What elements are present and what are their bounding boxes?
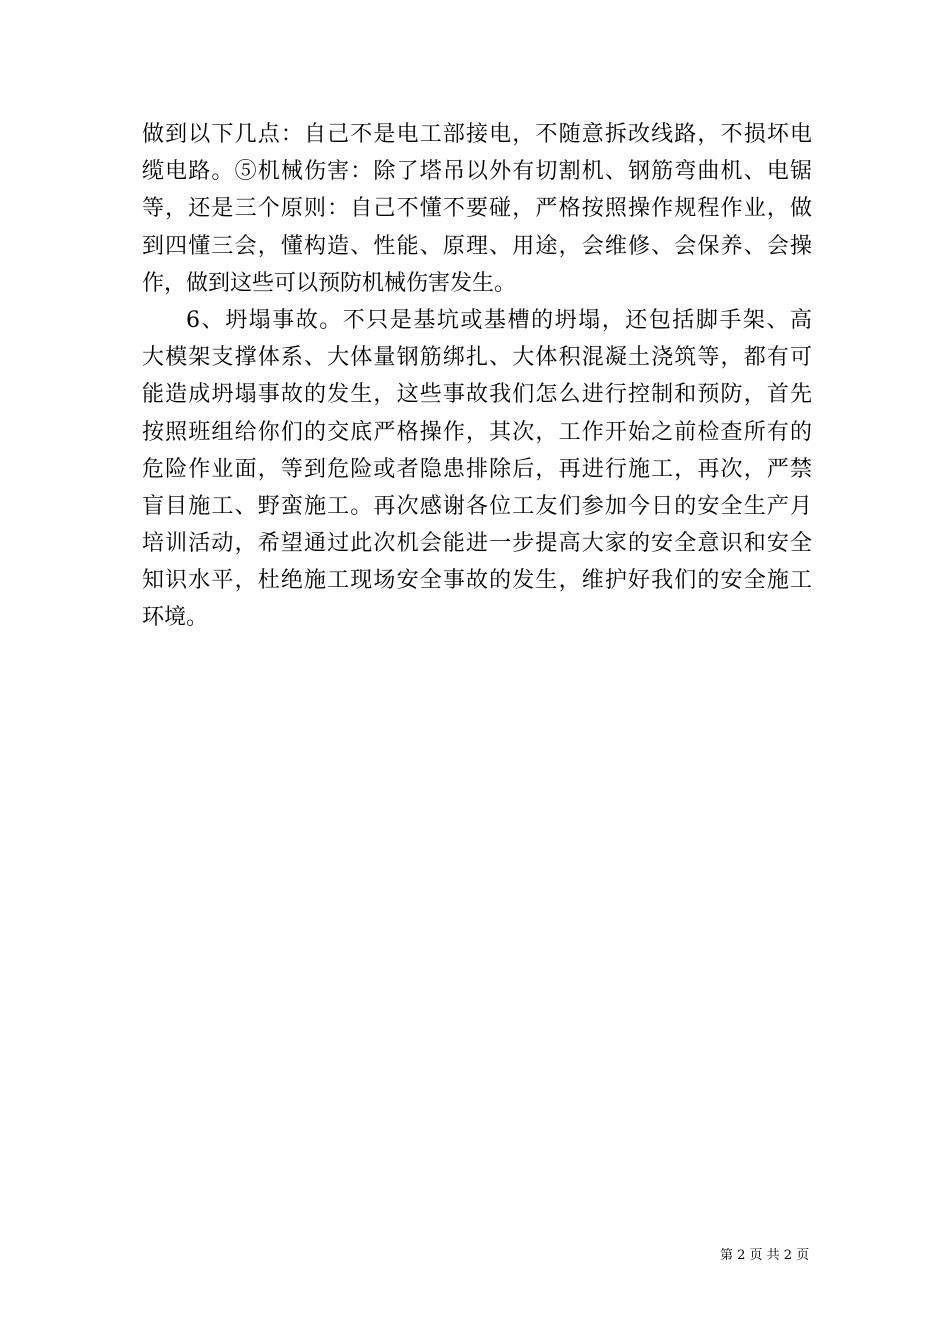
text-line: 培训活动，希望通过此次机会能进一步提高大家的安全意识和安全: [142, 531, 812, 557]
text-line: 等，还是三个原则：自己不懂不要碰，严格按照操作规程作业，做: [142, 196, 812, 222]
text-line: 大模架支撑体系、大体量钢筋绑扎、大体积混凝土浇筑等，都有可: [142, 345, 812, 371]
text-line: 作，做到这些可以预防机械伤害发生。: [142, 270, 517, 296]
page-number-footer: 第 2 页 共 2 页: [720, 1248, 810, 1263]
text-line: 按照班组给你们的交底严格操作，其次，工作开始之前检查所有的: [142, 419, 812, 445]
text-line: 缆电路。⑤机械伤害：除了塔吊以外有切割机、钢筋弯曲机、电锯: [142, 159, 812, 185]
text-line: 做到以下几点：自己不是电工部接电，不随意拆改线路，不损坏电: [142, 122, 812, 147]
text-line: 能造成坍塌事故的发生，这些事故我们怎么进行控制和预防，首先: [142, 382, 812, 408]
text-line: 盲目施工、野蛮施工。再次感谢各位工友们参加今日的安全生产月: [142, 493, 812, 519]
text-line: 知识水平，杜绝施工现场安全事故的发生，维护好我们的安全施工: [142, 568, 812, 594]
paragraph-first-line: 6、坍塌事故。不只是基坑或基槽的坍塌，还包括脚手架、高: [186, 307, 812, 333]
text-line: 危险作业面，等到危险或者隐患排除后，再进行施工，再次，严禁: [142, 456, 812, 482]
text-line: 到四懂三会，懂构造、性能、原理、用途，会维修、会保养、会操: [142, 233, 812, 259]
text-line: 环境。: [142, 605, 209, 631]
body-text: [142, 116, 812, 637]
